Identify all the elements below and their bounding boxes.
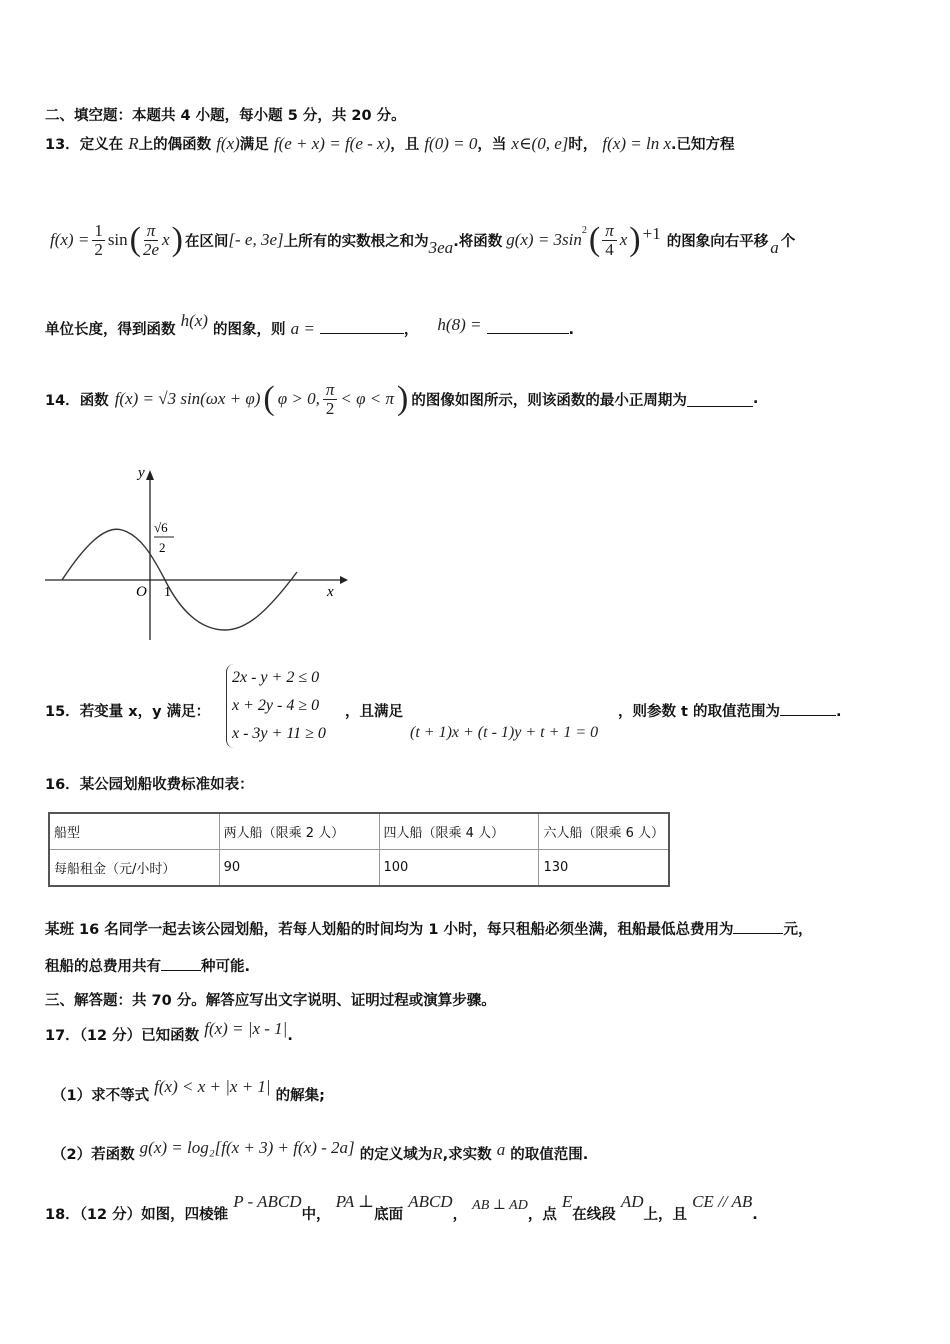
q15-math-line: (t + 1)x + (t - 1)y + t + 1 = 0 [410, 724, 599, 741]
q13-text: ，当 [477, 137, 507, 153]
q13-math-hx: h(x) [180, 311, 208, 330]
table-row [49, 813, 669, 850]
section-heading-fill-in: 二、填空题：本题共 4 小题，每小题 5 分，共 20 分。 [45, 108, 406, 124]
q18-math-ce-ab: CE // AB [692, 1192, 753, 1211]
q18-math-abcd: ABCD [408, 1192, 453, 1211]
answer-blank[interactable] [161, 956, 201, 971]
q13-text: 个 [780, 233, 796, 250]
y-axis-label: y [138, 465, 145, 481]
q13-math-x-2: x [619, 230, 628, 249]
y-value-numerator: √6 [154, 520, 168, 535]
q15-number: 15． [45, 704, 80, 720]
inequality-system [226, 664, 326, 748]
q14-math-cond: φ > 0, [277, 389, 320, 408]
answer-blank[interactable] [733, 919, 783, 934]
table-header-cell: 两人船（限乘 2 人） [219, 813, 379, 850]
q18-math-abad: AB ⊥ AD [472, 1198, 528, 1213]
table-cell: 100 [379, 850, 539, 887]
q13-math-interval: x∈(0, e] [511, 134, 569, 153]
q13-text: .已知方程 [671, 137, 735, 153]
q13-paren-open-2: ( [588, 221, 601, 258]
table-row [49, 850, 669, 887]
q16-number: 16． [45, 777, 80, 793]
q13-text: 的图象向右平移 [666, 233, 769, 250]
q13-math-plus-one: +1 [642, 224, 661, 243]
q13-math-f0: f(0) = 0 [424, 134, 478, 153]
q16-paragraph-1: 某班 16 名同学一起去该公园划船，若每人划船的时间均为 1 小时，每只租船必须坐满，租船最低总费用为 元， [45, 918, 812, 939]
table-cell: 130 [539, 850, 669, 887]
q13-math-symmetry: f(e + x) = f(e - x) [273, 134, 391, 153]
q13-math-fx: f(x) [216, 134, 240, 153]
question-14 [45, 375, 758, 423]
q13-text: 满足 [239, 137, 269, 153]
q17-text: （12 分）已知函数 [79, 1028, 200, 1044]
inequality-1: 2x - y + 2 ≤ 0 [232, 669, 320, 686]
q13-paren-close-2: ) [629, 221, 641, 258]
section-heading-solutions: 三、解答题：共 70 分。解答应写出文字说明、证明过程或演算步骤。 [45, 993, 496, 1009]
q13-math-sin: sin [107, 230, 128, 249]
q14-paren-close: ) [397, 380, 409, 417]
q13-text: 的图象，则 [213, 322, 286, 338]
tick-label-1: 1 [164, 585, 171, 600]
q13-text: . [568, 322, 575, 338]
q14-text: 的图像如图所示，则该函数的最小正周期为 [411, 392, 687, 409]
question-17-part-2: （2）若函数 g(x) = log₂[f(x + 3) + f(x) - 2a] 的定义域为R,求实数 a 的取值范围. [52, 1138, 589, 1163]
q13-math-h8: h(8) = [437, 315, 482, 334]
q13-math-square: 2 [581, 225, 587, 236]
q16-text: 某公园划船收费标准如表： [79, 777, 254, 793]
table-header-cell: 四人船（限乘 4 人） [379, 813, 539, 850]
q13-paren-open: ( [129, 221, 141, 258]
q13-text: 单位长度，得到函数 [45, 322, 176, 338]
q13-math-R: R [128, 134, 139, 153]
q17-math-R: R [432, 1144, 443, 1163]
table-header-cell: 六人船（限乘 6 人） [539, 813, 669, 850]
answer-blank[interactable] [487, 319, 569, 334]
q14-text: . [752, 391, 759, 407]
q13-math-a-eq: a = [290, 319, 315, 338]
q13-text: 定义在 [79, 137, 124, 153]
answer-blank[interactable] [780, 701, 836, 716]
question-16-intro [45, 773, 254, 794]
q17-math-log: g(x) = log₂[f(x + 3) + f(x) - 2a] [139, 1138, 355, 1157]
q17-number: 17． [45, 1028, 80, 1044]
q13-paren-close: ) [171, 221, 183, 258]
q13-text: .将函数 [453, 233, 503, 250]
q13-math-a: a [770, 238, 779, 257]
q13-text: ， [403, 322, 419, 338]
question-17-part-1: （1）求不等式 f(x) < x + |x + 1| 的解集; [52, 1077, 325, 1104]
q13-math-lnx: f(x) = ln x [602, 134, 672, 153]
y-value-denominator: 2 [159, 540, 166, 555]
table-row-label: 每船租金（元/小时） [49, 850, 219, 887]
q13-math-equation-left: f(x) = [50, 230, 90, 249]
q15-text-and: ，且满足 [345, 704, 403, 720]
inequality-3: x - 3y + 11 ≥ 0 [232, 725, 326, 742]
q16-paragraph-2: 租船的总费用共有 种可能. [45, 955, 250, 976]
q17-math-inequality: f(x) < x + |x + 1| [154, 1077, 271, 1096]
q18-math-ad: AD [620, 1192, 644, 1211]
q13-text: 上的偶函数 [138, 137, 212, 153]
q13-fraction-pi-4: π 4 [602, 222, 617, 259]
q18-math-pa: PA ⊥ [335, 1192, 375, 1211]
q15-text-range: ，则参数 t 的取值范围为 . [618, 700, 842, 721]
q13-number: 13． [45, 137, 80, 153]
question-13-line-2 [50, 215, 795, 265]
q13-math-range: [- e, 3e] [228, 230, 284, 249]
y-axis-arrow-icon [146, 470, 154, 480]
inequality-2: x + 2y - 4 ≥ 0 [232, 697, 320, 714]
x-axis-arrow-icon [340, 576, 348, 584]
q15-text: 若变量 x，y 满足： [79, 704, 211, 720]
q14-paren-open: ( [263, 380, 275, 417]
q17-math-a: a [496, 1140, 506, 1159]
q13-text: 在区间 [184, 233, 229, 250]
q13-text: 时， [568, 137, 598, 153]
q13-math-g: g(x) = 3sin [506, 230, 582, 249]
q18-math-pyramid: P - ABCD [233, 1192, 302, 1211]
question-17-stem: 17．（12 分）已知函数 f(x) = |x - 1|. [45, 1019, 293, 1044]
question-18: 18．（12 分）如图，四棱锥 P - ABCD中， PA ⊥底面 ABCD， AB ⊥ AD，点 E在线段 AD上，且 CE // AB. [45, 1192, 758, 1223]
question-13-line-1 [45, 133, 735, 154]
q13-text: 上所有的实数根之和为 [283, 233, 429, 250]
answer-blank[interactable] [320, 319, 404, 334]
q14-fraction-pi-2: π 2 [323, 381, 338, 418]
q13-math-x: x [162, 230, 170, 249]
question-13-line-3 [45, 311, 575, 339]
boat-fee-table [48, 812, 670, 887]
q13-math-3ea: 3ea [428, 238, 454, 257]
x-axis-label: x [327, 584, 334, 600]
q17-math-function: f(x) = |x - 1| [204, 1019, 288, 1038]
table-cell: 90 [219, 850, 379, 887]
q15-label [45, 700, 210, 721]
q18-math-e: E [561, 1192, 573, 1211]
q14-math-cond-2: < φ < π [340, 389, 395, 408]
q13-fraction-half: $\frac{1}{2}$ [94, 220, 103, 259]
q14-number: 14． [45, 392, 80, 409]
q14-text: 函数 [79, 392, 109, 409]
q18-number: 18． [45, 1207, 80, 1223]
q13-fraction-pi-2e: π 2e [142, 220, 160, 259]
answer-blank[interactable] [687, 392, 753, 407]
origin-label: O [136, 584, 147, 600]
q13-text: ，且 [390, 137, 420, 153]
sine-graph [40, 460, 360, 645]
table-header-cell: 船型 [49, 813, 219, 850]
q14-math-function: f(x) = √3 sin(ωx + φ) [114, 389, 261, 408]
